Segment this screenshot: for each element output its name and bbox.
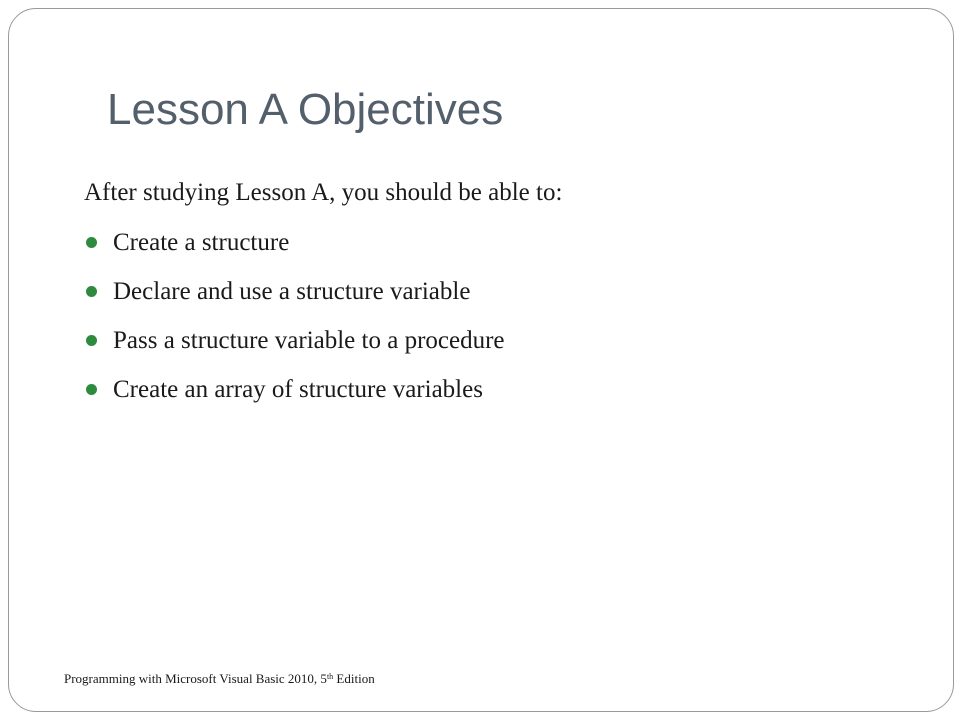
list-item-text: Create a structure — [113, 229, 290, 256]
footer-edition: Edition — [333, 671, 375, 686]
bullet-icon — [86, 384, 97, 395]
slide-title: Lesson A Objectives — [107, 85, 504, 134]
intro-text: After studying Lesson A, you should be able to: — [84, 179, 563, 206]
bullet-icon — [86, 286, 97, 297]
list-item-text: Create an array of structure variables — [113, 376, 483, 403]
footer-superscript: th — [326, 672, 334, 681]
list-item-text: Pass a structure variable to a procedure — [113, 327, 505, 354]
bullet-icon — [86, 335, 97, 346]
bullet-icon — [86, 237, 97, 248]
slide-footer — [64, 670, 375, 688]
list-item-text: Declare and use a structure variable — [113, 278, 471, 305]
footer-text: Programming with Microsoft Visual Basic 2010, 5 — [64, 671, 327, 686]
